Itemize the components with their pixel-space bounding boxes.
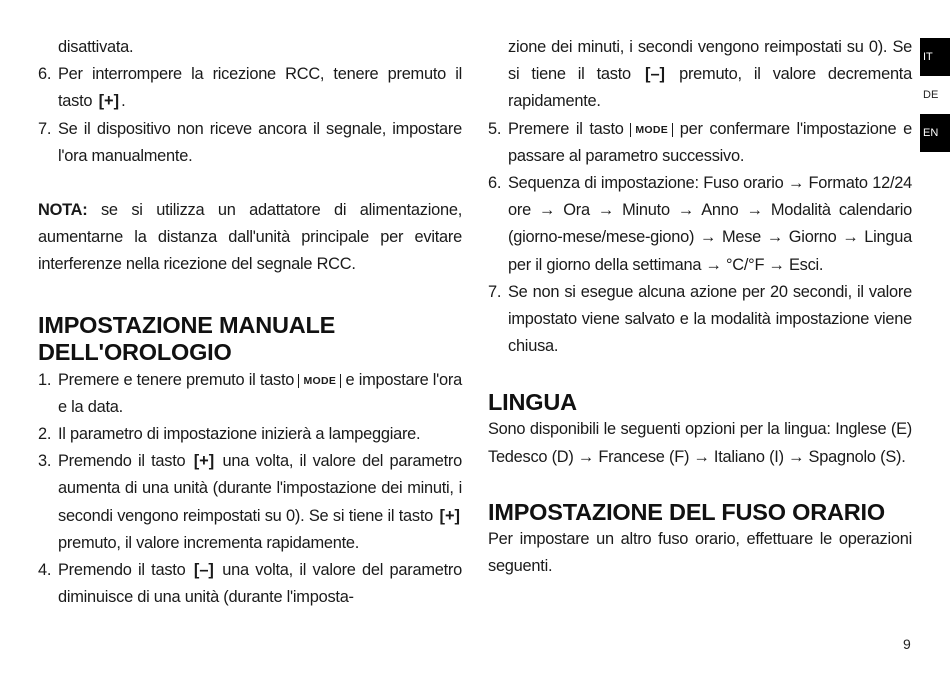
item-text: Per interrompere la ricezione RCC, tenere premuto il tasto bbox=[58, 65, 462, 111]
plus-key-icon: [+] bbox=[193, 452, 215, 471]
item-number: 7. bbox=[488, 282, 502, 301]
list-b bbox=[38, 367, 462, 612]
list-c bbox=[488, 116, 912, 361]
spacer bbox=[488, 471, 912, 498]
item-text: Se il dispositivo non riceve ancora il segnale, impostare l'ora manualmente. bbox=[58, 119, 462, 165]
continued-paragraph bbox=[488, 34, 912, 116]
note-label: NOTA: bbox=[38, 201, 88, 220]
item-number: 6. bbox=[488, 174, 502, 193]
page-number: 9 bbox=[903, 636, 911, 652]
list-a bbox=[38, 61, 462, 170]
item-text: Premere il tasto bbox=[508, 119, 631, 138]
note-text: se si utilizza un adattatore di alimentazione, aumentarne la distanza dall'unità principale per evitare interferenze nella ricezione del segnale RCC. bbox=[38, 201, 462, 274]
continued-line: disattivata. bbox=[58, 38, 134, 56]
item-text: Il parametro di impostazione inizierà a lampeggiare. bbox=[58, 425, 421, 444]
mode-key-icon: MODE bbox=[630, 123, 673, 137]
item-text: Premendo il tasto bbox=[58, 561, 192, 580]
plus-key-icon: [+] bbox=[98, 92, 120, 111]
list-item bbox=[38, 421, 462, 448]
note-paragraph bbox=[38, 197, 462, 279]
item-text-post: e impostare l'ora e la data. bbox=[58, 370, 462, 416]
item-number: 5. bbox=[488, 119, 502, 138]
item-text: Sequenza di impostazione: Fuso orario → Formato 12/24 ore → Ora → Minuto → Anno → Modalità calendario (giorno-mese/mese-giono) → Mese → Giorno → Lingua per il giorno della settimana → °C/°F → Esci. bbox=[508, 174, 912, 274]
minus-key-icon: [–] bbox=[193, 561, 214, 580]
item-text: Premendo il tasto bbox=[58, 452, 192, 471]
time-zone-paragraph: Per impostare un altro fuso orario, effettuare le operazioni seguenti. bbox=[488, 529, 912, 576]
list-item bbox=[488, 170, 912, 279]
item-text-post: premuto, il valore incrementa rapidamente. bbox=[58, 533, 360, 552]
spacer bbox=[38, 170, 462, 197]
minus-key-icon: [–] bbox=[644, 65, 666, 84]
spacer bbox=[488, 360, 912, 387]
item-number: 6. bbox=[38, 65, 52, 84]
item-punct: . bbox=[121, 92, 126, 111]
list-item bbox=[38, 61, 462, 115]
section-heading-manual-clock: IMPOSTAZIONE MANUALE DELL'OROLOGIO bbox=[38, 311, 336, 365]
list-item bbox=[488, 279, 912, 361]
item-number: 7. bbox=[38, 119, 52, 138]
mode-key-icon: MODE bbox=[298, 374, 341, 388]
list-item bbox=[488, 116, 912, 170]
left-column bbox=[38, 34, 462, 611]
item-number: 2. bbox=[38, 425, 52, 444]
list-item bbox=[38, 557, 462, 611]
section-heading-time-zone: IMPOSTAZIONE DEL FUSO ORARIO bbox=[488, 498, 885, 525]
lang-tab-it[interactable]: IT bbox=[920, 38, 950, 76]
item-number: 1. bbox=[38, 370, 52, 389]
lingua-paragraph: Sono disponibili le seguenti opzioni per la lingua: Inglese (E) Tedesco (D) → Francese (F) → Italiano (I) → Spagnolo (S). bbox=[488, 420, 912, 466]
spacer bbox=[38, 279, 462, 306]
list-item bbox=[38, 116, 462, 170]
plus-key-icon: [+] bbox=[439, 506, 460, 525]
item-number: 3. bbox=[38, 452, 52, 471]
item-text-post: una volta, il valore del parametro diminuisce di una unità (durante l'imposta- bbox=[58, 561, 462, 607]
cont-text: zione dei minuti, i secondi vengono reimpostati su 0). Se si tiene il tasto bbox=[508, 38, 912, 84]
item-text: Premere e tenere premuto il tasto bbox=[58, 370, 299, 389]
item-number: 4. bbox=[38, 561, 52, 580]
right-column bbox=[488, 34, 912, 580]
item-text-post: una volta, il valore del parametro aumenta di una unità (durante l'impostazione dei minuti, i secondi vengono reimpostati su 0). Se si tiene il tasto bbox=[58, 452, 462, 525]
lang-tab-de[interactable]: DE bbox=[923, 89, 939, 101]
language-tabs bbox=[920, 38, 950, 152]
lang-tab-en[interactable]: EN bbox=[920, 114, 950, 152]
list-item bbox=[38, 367, 462, 421]
section-heading-lingua: LINGUA bbox=[488, 389, 577, 416]
item-text: Se non si esegue alcuna azione per 20 secondi, il valore impostato viene salvato e la modalità impostazione viene chiusa. bbox=[508, 282, 912, 356]
list-item bbox=[38, 448, 462, 557]
cont-text-post: premuto, il valore decrementa rapidamente. bbox=[508, 65, 912, 111]
item-text-post: per confermare l'impostazione e passare al parametro successivo. bbox=[508, 119, 912, 165]
